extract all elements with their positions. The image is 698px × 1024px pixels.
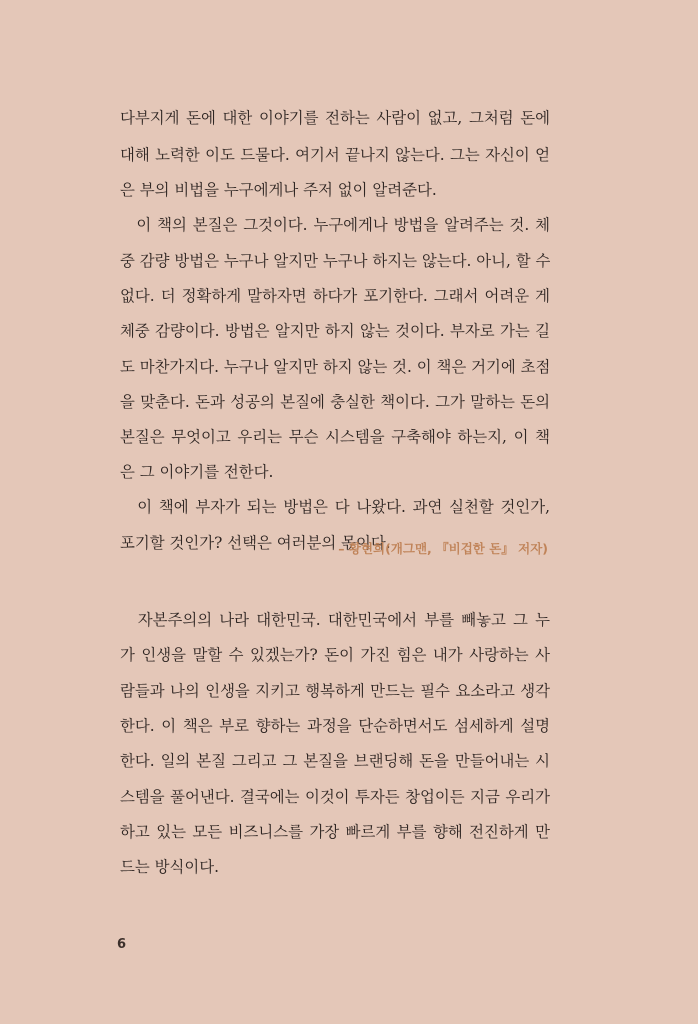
text-line: 은 부의 비법을 누구에게나 주저 없이 알려준다. xyxy=(120,181,437,199)
text-line: 한다. 일의 본질 그리고 그 본질을 브랜딩해 돈을 만들어내는 시 xyxy=(120,752,550,770)
text-line: 드는 방식이다. xyxy=(120,858,219,876)
text-line: 을 맞춘다. 돈과 성공의 본질에 충실한 책이다. 그가 말하는 돈의 xyxy=(120,393,550,411)
text-line: 은 그 이야기를 전한다. xyxy=(120,463,274,481)
text-line: 대해 노력한 이도 드물다. 여기서 끝나지 않는다. 그는 자신이 얻 xyxy=(120,146,550,164)
text-line: 도 마찬가지다. 누구나 알지만 하지 않는 것. 이 책은 거기에 초점 xyxy=(120,358,551,376)
text-line: 한다. 이 책은 부로 향하는 과정을 단순하면서도 섬세하게 설명 xyxy=(120,717,550,735)
text-line: 이 책에 부자가 되는 방법은 다 나왔다. 과연 실천할 것인가, xyxy=(120,498,550,516)
review-signature: – 황현희(개그맨, 『비겁한 돈』 저자) xyxy=(338,541,548,556)
text-line: 이 책의 본질은 그것이다. 누구에게나 방법을 알려주는 것. 체 xyxy=(120,216,550,234)
text-line: 없다. 더 정확하게 말하자면 하다가 포기한다. 그래서 어려운 게 xyxy=(120,287,550,305)
text-line: 자본주의의 나라 대한민국. 대한민국에서 부를 빼놓고 그 누 xyxy=(120,611,550,629)
text-line: 포기할 것인가? 선택은 여러분의 몫이다. xyxy=(120,534,391,552)
text-line: 체중 감량이다. 방법은 알지만 하지 않는 것이다. 부자로 가는 길 xyxy=(120,322,550,340)
page-number: 6 xyxy=(117,937,127,952)
text-line: 가 인생을 말할 수 있겠는가? 돈이 가진 힘은 내가 사랑하는 사 xyxy=(120,646,550,664)
text-line: 스템을 풀어낸다. 결국에는 이것이 투자든 창업이든 지금 우리가 xyxy=(120,788,550,806)
text-line: 중 감량 방법은 누구나 알지만 누구나 하지는 않는다. 아니, 할 수 xyxy=(120,252,551,270)
text-line: 다부지게 돈에 대한 이야기를 전하는 사람이 없고, 그처럼 돈에 xyxy=(120,109,550,127)
text-line: 하고 있는 모든 비즈니스를 가장 빠르게 부를 향해 전진하게 만 xyxy=(120,823,550,841)
text-line: 람들과 나의 인생을 지키고 행복하게 만드는 필수 요소라고 생각 xyxy=(120,682,550,700)
text-line: 본질은 무엇이고 우리는 무슨 시스템을 구축해야 하는지, 이 책 xyxy=(120,428,550,446)
